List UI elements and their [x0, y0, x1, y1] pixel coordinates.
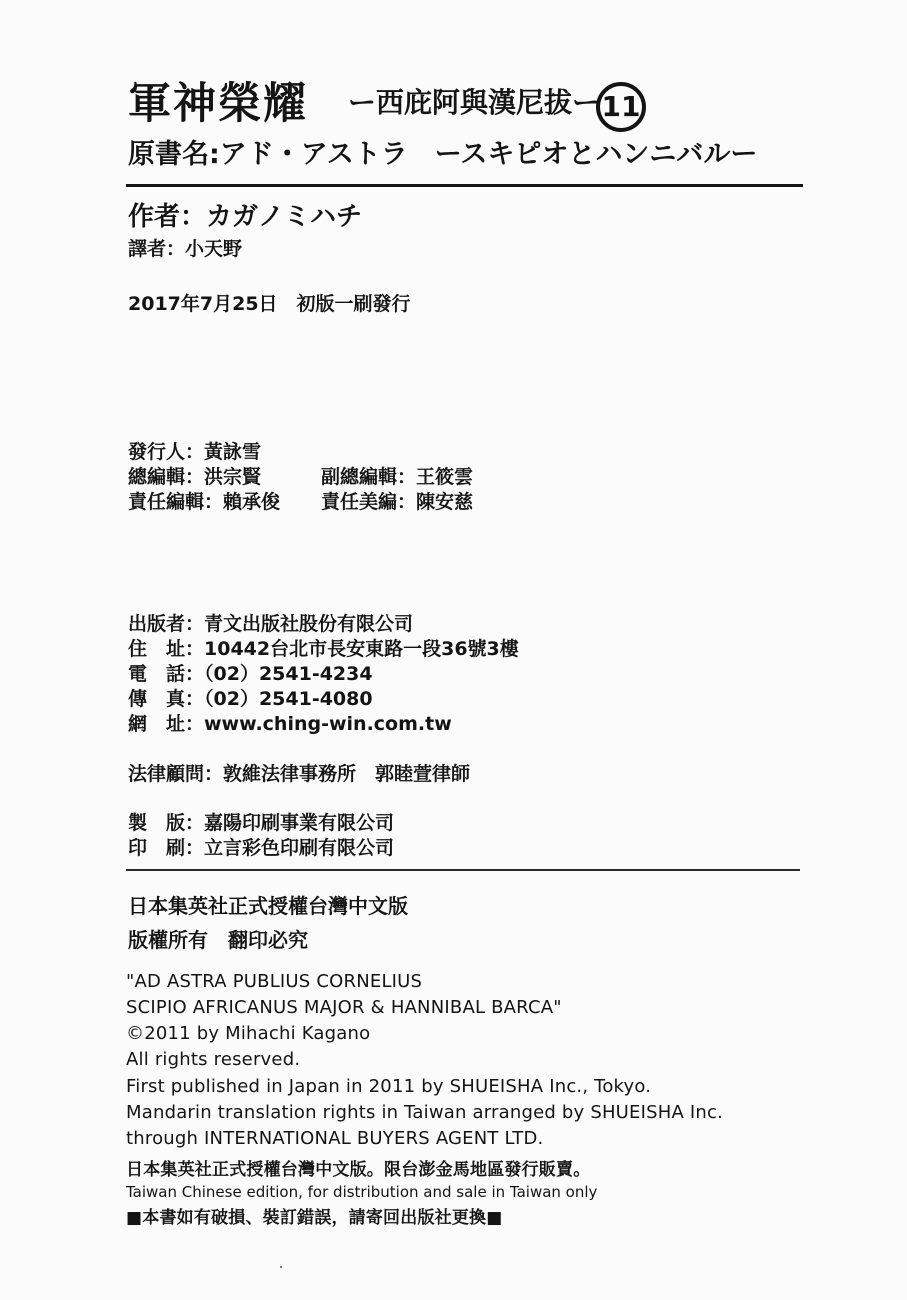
english-title-line1: "AD ASTRA PUBLIUS CORNELIUS — [126, 971, 423, 992]
translator-credit: 譯者：小天野 — [128, 238, 243, 260]
distribution-zh: 日本集英社正式授權台灣中文版。限台澎金馬地區發行販賣。 — [126, 1160, 591, 1180]
original-title: 原書名:アド・アストラ ースキピオとハンニバルー — [128, 139, 758, 170]
publisher-fax: 傳 真：（02）2541-4080 — [128, 688, 373, 710]
legal-counsel: 法律顧問：敦維法律事務所 郭睦萱律師 — [128, 763, 471, 785]
volume-badge: 11 — [596, 82, 646, 132]
agent-line: through INTERNATIONAL BUYERS AGENT LTD. — [126, 1128, 544, 1149]
release-date: 2017年7月25日 初版一刷發行 — [128, 293, 411, 315]
english-title-line2: SCIPIO AFRICANUS MAJOR & HANNIBAL BARCA" — [126, 997, 562, 1018]
rights-reserved-en: All rights reserved. — [126, 1049, 301, 1070]
art-editor: 責任美編：陳安慈 — [321, 491, 474, 513]
publisher-phone: 電 話：（02）2541-4234 — [128, 663, 373, 685]
rights-divider — [126, 869, 800, 871]
deputy-editor: 副總編輯：王筱雲 — [321, 466, 474, 488]
publisher-name: 出版者：青文出版社股份有限公司 — [128, 613, 414, 635]
first-published-line: First published in Japan in 2011 by SHUEISHA Inc., Tokyo. — [126, 1076, 652, 1097]
rights-reserved-zh: 版權所有 翻印必究 — [128, 928, 308, 952]
print-speck — [280, 1266, 282, 1268]
responsible-editor: 責任編輯：賴承俊 — [128, 491, 281, 513]
book-subtitle: ー西庇阿與漢尼拔ー — [348, 86, 601, 119]
author-credit: 作者：カガノミハチ — [128, 202, 363, 232]
plate-maker: 製 版：嘉陽印刷事業有限公司 — [128, 812, 395, 834]
editor-in-chief: 總編輯：洪宗賢 — [128, 466, 262, 488]
publisher-website[interactable]: 網 址：www.ching-win.com.tw — [128, 713, 452, 735]
copyright-line: ©2011 by Mihachi Kagano — [126, 1023, 371, 1044]
publisher-address: 住 址：10442台北市長安東路一段36號3樓 — [128, 638, 519, 660]
rights-authorization: 日本集英社正式授權台灣中文版 — [128, 894, 408, 918]
printer: 印 刷：立言彩色印刷有限公司 — [128, 837, 395, 859]
distribution-en: Taiwan Chinese edition, for distribution and sale in Taiwan only — [126, 1183, 598, 1201]
damage-notice: ■本書如有破損、裝訂錯誤，請寄回出版社更換■ — [126, 1208, 503, 1228]
translation-rights-line: Mandarin translation rights in Taiwan arranged by SHUEISHA Inc. — [126, 1102, 724, 1123]
book-title: 軍神榮耀 — [128, 79, 308, 129]
publisher-person: 發行人：黃詠雪 — [128, 441, 262, 463]
title-divider — [126, 184, 803, 187]
